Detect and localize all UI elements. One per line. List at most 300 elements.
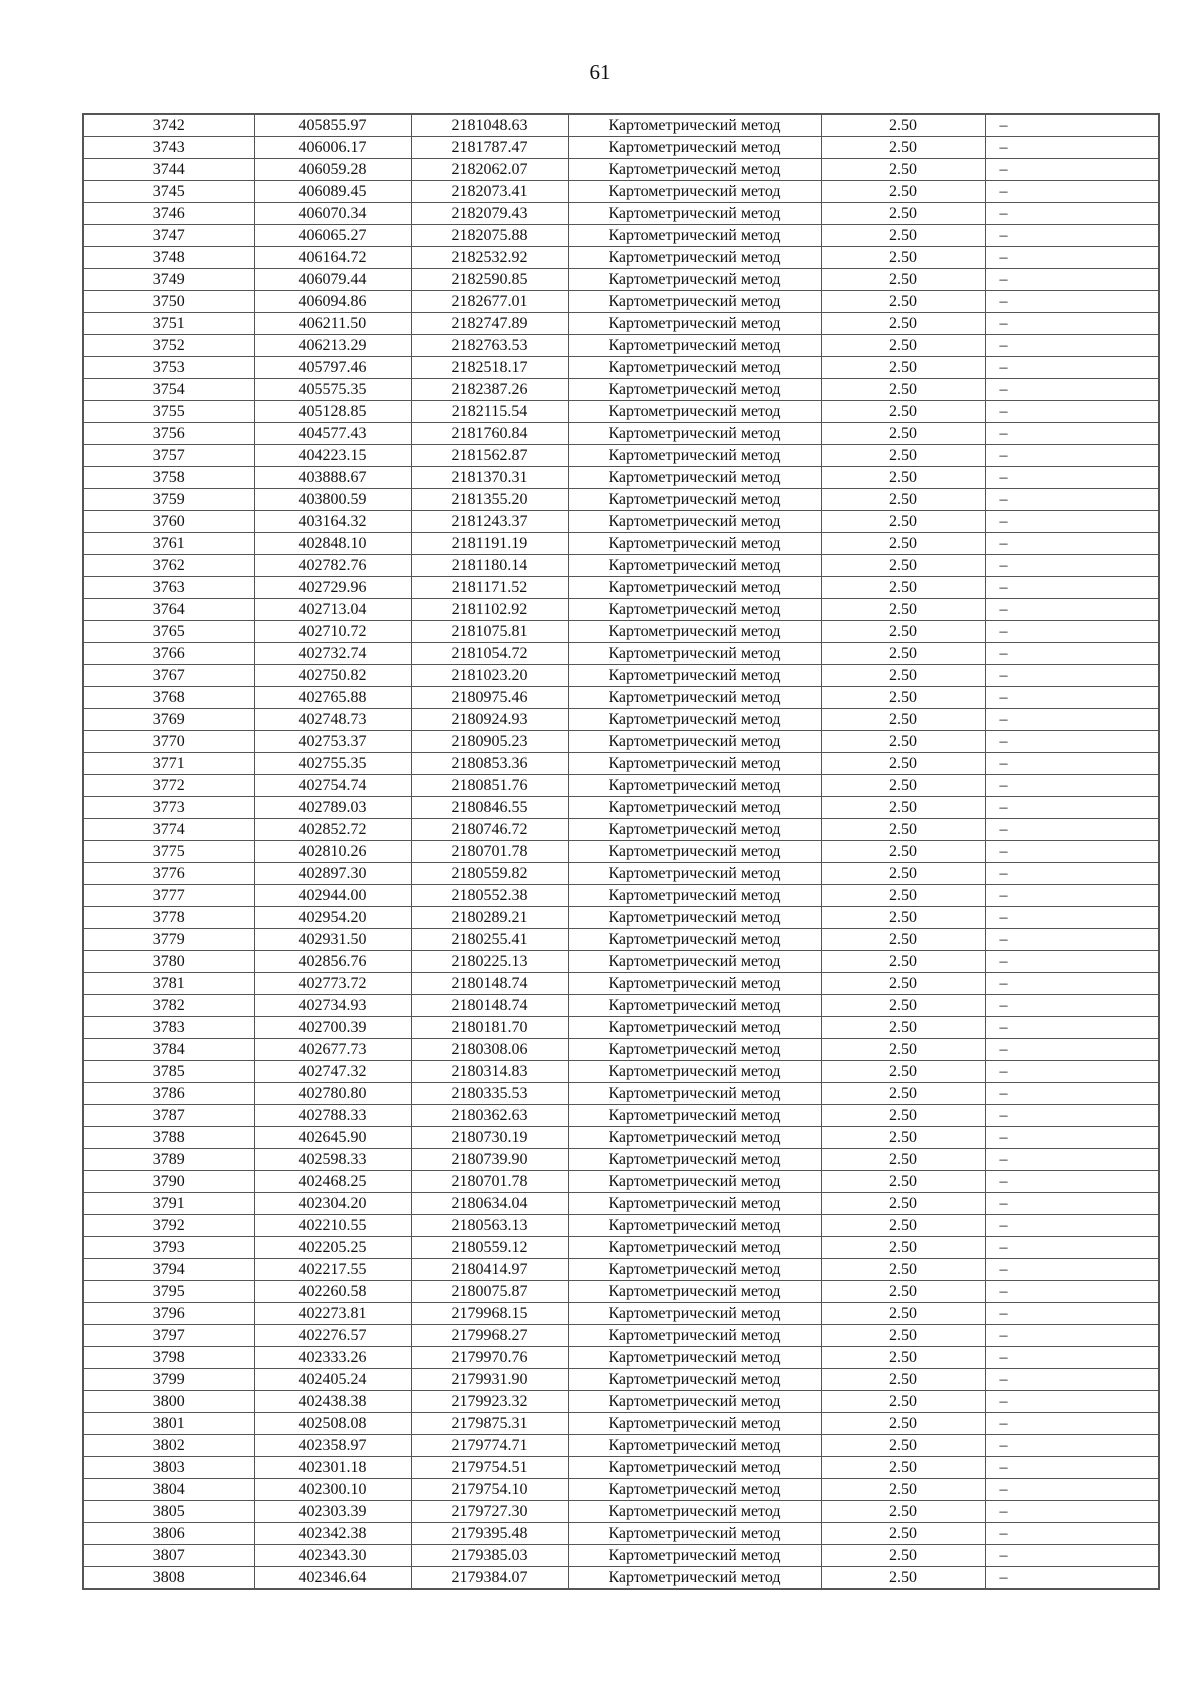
accuracy-cell: 2.50 [821,1171,985,1193]
remark-cell: – [985,1193,1159,1215]
y-coordinate-cell: 2181023.20 [411,665,568,687]
y-coordinate-cell: 2180846.55 [411,797,568,819]
remark-cell: – [985,467,1159,489]
remark-cell: – [985,1259,1159,1281]
method-cell: Картометрический метод [568,555,821,577]
table-row [83,621,1159,643]
remark-cell: – [985,1127,1159,1149]
x-coordinate-cell: 405797.46 [254,357,411,379]
accuracy-cell: 2.50 [821,159,985,181]
method-cell: Картометрический метод [568,1017,821,1039]
table-row [83,247,1159,269]
point-number-cell: 3774 [83,819,254,841]
x-coordinate-cell: 402747.32 [254,1061,411,1083]
point-number-cell: 3779 [83,929,254,951]
y-coordinate-cell: 2180362.63 [411,1105,568,1127]
table-row [83,555,1159,577]
accuracy-cell: 2.50 [821,995,985,1017]
x-coordinate-cell: 402773.72 [254,973,411,995]
x-coordinate-cell: 402765.88 [254,687,411,709]
method-cell: Картометрический метод [568,1105,821,1127]
x-coordinate-cell: 402598.33 [254,1149,411,1171]
y-coordinate-cell: 2179754.51 [411,1457,568,1479]
remark-cell: – [985,159,1159,181]
y-coordinate-cell: 2181760.84 [411,423,568,445]
remark-cell: – [985,599,1159,621]
remark-cell: – [985,335,1159,357]
accuracy-cell: 2.50 [821,599,985,621]
y-coordinate-cell: 2181180.14 [411,555,568,577]
point-number-cell: 3800 [83,1391,254,1413]
y-coordinate-cell: 2182062.07 [411,159,568,181]
table-row [83,687,1159,709]
x-coordinate-cell: 402852.72 [254,819,411,841]
y-coordinate-cell: 2180634.04 [411,1193,568,1215]
accuracy-cell: 2.50 [821,1501,985,1523]
table-row [83,533,1159,555]
method-cell: Картометрический метод [568,1281,821,1303]
x-coordinate-cell: 402304.20 [254,1193,411,1215]
remark-cell: – [985,181,1159,203]
y-coordinate-cell: 2180552.38 [411,885,568,907]
y-coordinate-cell: 2180148.74 [411,973,568,995]
x-coordinate-cell: 406059.28 [254,159,411,181]
y-coordinate-cell: 2182073.41 [411,181,568,203]
table-row [83,1237,1159,1259]
table-row [83,423,1159,445]
remark-cell: – [985,1215,1159,1237]
method-cell: Картометрический метод [568,599,821,621]
method-cell: Картометрический метод [568,114,821,137]
method-cell: Картометрический метод [568,1083,821,1105]
point-number-cell: 3755 [83,401,254,423]
accuracy-cell: 2.50 [821,1105,985,1127]
x-coordinate-cell: 402700.39 [254,1017,411,1039]
x-coordinate-cell: 402848.10 [254,533,411,555]
point-number-cell: 3781 [83,973,254,995]
table-row [83,1545,1159,1567]
method-cell: Картометрический метод [568,687,821,709]
accuracy-cell: 2.50 [821,863,985,885]
table-row [83,511,1159,533]
remark-cell: – [985,1303,1159,1325]
point-number-cell: 3751 [83,313,254,335]
y-coordinate-cell: 2182677.01 [411,291,568,313]
method-cell: Картометрический метод [568,533,821,555]
remark-cell: – [985,577,1159,599]
x-coordinate-cell: 402346.64 [254,1567,411,1590]
remark-cell: – [985,1501,1159,1523]
point-number-cell: 3742 [83,114,254,137]
x-coordinate-cell: 402729.96 [254,577,411,599]
accuracy-cell: 2.50 [821,951,985,973]
method-cell: Картометрический метод [568,995,821,1017]
point-number-cell: 3797 [83,1325,254,1347]
table-row [83,1127,1159,1149]
accuracy-cell: 2.50 [821,1017,985,1039]
x-coordinate-cell: 402508.08 [254,1413,411,1435]
point-number-cell: 3788 [83,1127,254,1149]
accuracy-cell: 2.50 [821,291,985,313]
x-coordinate-cell: 402755.35 [254,753,411,775]
x-coordinate-cell: 405855.97 [254,114,411,137]
method-cell: Картометрический метод [568,467,821,489]
accuracy-cell: 2.50 [821,907,985,929]
method-cell: Картометрический метод [568,1127,821,1149]
method-cell: Картометрический метод [568,643,821,665]
method-cell: Картометрический метод [568,1149,821,1171]
accuracy-cell: 2.50 [821,1567,985,1590]
table-row [83,181,1159,203]
accuracy-cell: 2.50 [821,555,985,577]
point-number-cell: 3765 [83,621,254,643]
point-number-cell: 3782 [83,995,254,1017]
method-cell: Картометрический метод [568,841,821,863]
table-row [83,489,1159,511]
table-row [83,797,1159,819]
accuracy-cell: 2.50 [821,1083,985,1105]
method-cell: Картометрический метод [568,291,821,313]
table-row [83,665,1159,687]
point-number-cell: 3806 [83,1523,254,1545]
accuracy-cell: 2.50 [821,841,985,863]
point-number-cell: 3790 [83,1171,254,1193]
point-number-cell: 3758 [83,467,254,489]
method-cell: Картометрический метод [568,951,821,973]
table-row [83,1347,1159,1369]
accuracy-cell: 2.50 [821,313,985,335]
remark-cell: – [985,1523,1159,1545]
accuracy-cell: 2.50 [821,643,985,665]
remark-cell: – [985,1083,1159,1105]
table-row [83,1523,1159,1545]
y-coordinate-cell: 2181562.87 [411,445,568,467]
table-row [83,1149,1159,1171]
method-cell: Картометрический метод [568,929,821,951]
y-coordinate-cell: 2182590.85 [411,269,568,291]
remark-cell: – [985,885,1159,907]
accuracy-cell: 2.50 [821,511,985,533]
point-number-cell: 3761 [83,533,254,555]
point-number-cell: 3802 [83,1435,254,1457]
point-number-cell: 3752 [83,335,254,357]
y-coordinate-cell: 2179774.71 [411,1435,568,1457]
method-cell: Картометрический метод [568,489,821,511]
accuracy-cell: 2.50 [821,1193,985,1215]
table-row [83,291,1159,313]
accuracy-cell: 2.50 [821,1237,985,1259]
accuracy-cell: 2.50 [821,379,985,401]
point-number-cell: 3753 [83,357,254,379]
accuracy-cell: 2.50 [821,225,985,247]
accuracy-cell: 2.50 [821,775,985,797]
remark-cell: – [985,753,1159,775]
accuracy-cell: 2.50 [821,1545,985,1567]
point-number-cell: 3778 [83,907,254,929]
x-coordinate-cell: 402276.57 [254,1325,411,1347]
y-coordinate-cell: 2180924.93 [411,709,568,731]
point-number-cell: 3783 [83,1017,254,1039]
point-number-cell: 3799 [83,1369,254,1391]
y-coordinate-cell: 2182518.17 [411,357,568,379]
y-coordinate-cell: 2181171.52 [411,577,568,599]
remark-cell: – [985,1325,1159,1347]
y-coordinate-cell: 2180746.72 [411,819,568,841]
point-number-cell: 3801 [83,1413,254,1435]
accuracy-cell: 2.50 [821,929,985,951]
x-coordinate-cell: 402645.90 [254,1127,411,1149]
accuracy-cell: 2.50 [821,665,985,687]
y-coordinate-cell: 2182387.26 [411,379,568,401]
point-number-cell: 3763 [83,577,254,599]
point-number-cell: 3776 [83,863,254,885]
point-number-cell: 3764 [83,599,254,621]
table-row [83,1017,1159,1039]
y-coordinate-cell: 2180075.87 [411,1281,568,1303]
table-row [83,203,1159,225]
table-row [83,1061,1159,1083]
accuracy-cell: 2.50 [821,1325,985,1347]
y-coordinate-cell: 2181787.47 [411,137,568,159]
accuracy-cell: 2.50 [821,357,985,379]
y-coordinate-cell: 2180559.82 [411,863,568,885]
point-number-cell: 3762 [83,555,254,577]
remark-cell: – [985,1017,1159,1039]
x-coordinate-cell: 402710.72 [254,621,411,643]
remark-cell: – [985,863,1159,885]
table-row [83,577,1159,599]
remark-cell: – [985,1391,1159,1413]
table-row [83,599,1159,621]
accuracy-cell: 2.50 [821,1061,985,1083]
point-number-cell: 3750 [83,291,254,313]
method-cell: Картометрический метод [568,1061,821,1083]
table-row [83,1105,1159,1127]
x-coordinate-cell: 403888.67 [254,467,411,489]
table-row [83,357,1159,379]
method-cell: Картометрический метод [568,973,821,995]
remark-cell: – [985,621,1159,643]
y-coordinate-cell: 2179931.90 [411,1369,568,1391]
method-cell: Картометрический метод [568,225,821,247]
remark-cell: – [985,137,1159,159]
remark-cell: – [985,357,1159,379]
remark-cell: – [985,489,1159,511]
accuracy-cell: 2.50 [821,1215,985,1237]
point-number-cell: 3743 [83,137,254,159]
x-coordinate-cell: 403164.32 [254,511,411,533]
method-cell: Картометрический метод [568,511,821,533]
accuracy-cell: 2.50 [821,1391,985,1413]
point-number-cell: 3796 [83,1303,254,1325]
table-row [83,1083,1159,1105]
point-number-cell: 3777 [83,885,254,907]
method-cell: Картометрический метод [568,445,821,467]
remark-cell: – [985,973,1159,995]
y-coordinate-cell: 2180414.97 [411,1259,568,1281]
coordinates-table [82,113,1160,1590]
accuracy-cell: 2.50 [821,819,985,841]
point-number-cell: 3772 [83,775,254,797]
x-coordinate-cell: 402210.55 [254,1215,411,1237]
remark-cell: – [985,1413,1159,1435]
remark-cell: – [985,709,1159,731]
remark-cell: – [985,1061,1159,1083]
accuracy-cell: 2.50 [821,114,985,137]
x-coordinate-cell: 402358.97 [254,1435,411,1457]
table-row [83,1413,1159,1435]
accuracy-cell: 2.50 [821,1413,985,1435]
accuracy-cell: 2.50 [821,1523,985,1545]
accuracy-cell: 2.50 [821,1303,985,1325]
accuracy-cell: 2.50 [821,533,985,555]
y-coordinate-cell: 2180308.06 [411,1039,568,1061]
point-number-cell: 3798 [83,1347,254,1369]
y-coordinate-cell: 2181102.92 [411,599,568,621]
x-coordinate-cell: 402300.10 [254,1479,411,1501]
x-coordinate-cell: 402713.04 [254,599,411,621]
method-cell: Картометрический метод [568,423,821,445]
x-coordinate-cell: 402343.30 [254,1545,411,1567]
accuracy-cell: 2.50 [821,423,985,445]
point-number-cell: 3784 [83,1039,254,1061]
y-coordinate-cell: 2181191.19 [411,533,568,555]
table-row [83,973,1159,995]
y-coordinate-cell: 2179385.03 [411,1545,568,1567]
table-row [83,1215,1159,1237]
table-row [83,225,1159,247]
point-number-cell: 3769 [83,709,254,731]
method-cell: Картометрический метод [568,577,821,599]
y-coordinate-cell: 2180563.13 [411,1215,568,1237]
table-row [83,841,1159,863]
method-cell: Картометрический метод [568,1193,821,1215]
method-cell: Картометрический метод [568,159,821,181]
accuracy-cell: 2.50 [821,1259,985,1281]
accuracy-cell: 2.50 [821,1281,985,1303]
remark-cell: – [985,1039,1159,1061]
accuracy-cell: 2.50 [821,445,985,467]
table-row [83,1039,1159,1061]
table-row [83,401,1159,423]
accuracy-cell: 2.50 [821,1039,985,1061]
y-coordinate-cell: 2179923.32 [411,1391,568,1413]
table-row [83,1391,1159,1413]
y-coordinate-cell: 2180255.41 [411,929,568,951]
method-cell: Картометрический метод [568,1215,821,1237]
y-coordinate-cell: 2179727.30 [411,1501,568,1523]
method-cell: Картометрический метод [568,775,821,797]
table-row [83,1171,1159,1193]
method-cell: Картометрический метод [568,907,821,929]
point-number-cell: 3745 [83,181,254,203]
y-coordinate-cell: 2179384.07 [411,1567,568,1590]
accuracy-cell: 2.50 [821,181,985,203]
table-row [83,114,1159,137]
y-coordinate-cell: 2180148.74 [411,995,568,1017]
method-cell: Картометрический метод [568,1413,821,1435]
x-coordinate-cell: 405128.85 [254,401,411,423]
method-cell: Картометрический метод [568,401,821,423]
table-row [83,1369,1159,1391]
table-row [83,1479,1159,1501]
table-row [83,313,1159,335]
method-cell: Картометрический метод [568,709,821,731]
method-cell: Картометрический метод [568,1039,821,1061]
point-number-cell: 3770 [83,731,254,753]
point-number-cell: 3768 [83,687,254,709]
x-coordinate-cell: 404577.43 [254,423,411,445]
accuracy-cell: 2.50 [821,401,985,423]
method-cell: Картометрический метод [568,885,821,907]
method-cell: Картометрический метод [568,203,821,225]
x-coordinate-cell: 402944.00 [254,885,411,907]
x-coordinate-cell: 406070.34 [254,203,411,225]
point-number-cell: 3787 [83,1105,254,1127]
remark-cell: – [985,819,1159,841]
y-coordinate-cell: 2180905.23 [411,731,568,753]
point-number-cell: 3747 [83,225,254,247]
remark-cell: – [985,1369,1159,1391]
coordinates-table-body [83,114,1159,1589]
method-cell: Картометрический метод [568,247,821,269]
y-coordinate-cell: 2182115.54 [411,401,568,423]
y-coordinate-cell: 2182763.53 [411,335,568,357]
method-cell: Картометрический метод [568,1457,821,1479]
accuracy-cell: 2.50 [821,1347,985,1369]
x-coordinate-cell: 402782.76 [254,555,411,577]
y-coordinate-cell: 2180181.70 [411,1017,568,1039]
remark-cell: – [985,907,1159,929]
y-coordinate-cell: 2182075.88 [411,225,568,247]
method-cell: Картометрический метод [568,379,821,401]
y-coordinate-cell: 2180335.53 [411,1083,568,1105]
x-coordinate-cell: 402780.80 [254,1083,411,1105]
x-coordinate-cell: 405575.35 [254,379,411,401]
table-row [83,379,1159,401]
remark-cell: – [985,1237,1159,1259]
table-row [83,1193,1159,1215]
method-cell: Картометрический метод [568,269,821,291]
method-cell: Картометрический метод [568,1523,821,1545]
method-cell: Картометрический метод [568,1479,821,1501]
remark-cell: – [985,269,1159,291]
y-coordinate-cell: 2181355.20 [411,489,568,511]
remark-cell: – [985,511,1159,533]
y-coordinate-cell: 2181048.63 [411,114,568,137]
accuracy-cell: 2.50 [821,489,985,511]
point-number-cell: 3807 [83,1545,254,1567]
remark-cell: – [985,401,1159,423]
point-number-cell: 3773 [83,797,254,819]
table-row [83,1303,1159,1325]
point-number-cell: 3775 [83,841,254,863]
remark-cell: – [985,1171,1159,1193]
method-cell: Картометрический метод [568,1325,821,1347]
point-number-cell: 3754 [83,379,254,401]
remark-cell: – [985,225,1159,247]
y-coordinate-cell: 2181075.81 [411,621,568,643]
point-number-cell: 3756 [83,423,254,445]
method-cell: Картометрический метод [568,1501,821,1523]
x-coordinate-cell: 402748.73 [254,709,411,731]
y-coordinate-cell: 2180739.90 [411,1149,568,1171]
x-coordinate-cell: 406211.50 [254,313,411,335]
x-coordinate-cell: 402954.20 [254,907,411,929]
x-coordinate-cell: 402333.26 [254,1347,411,1369]
accuracy-cell: 2.50 [821,709,985,731]
table-row [83,1435,1159,1457]
